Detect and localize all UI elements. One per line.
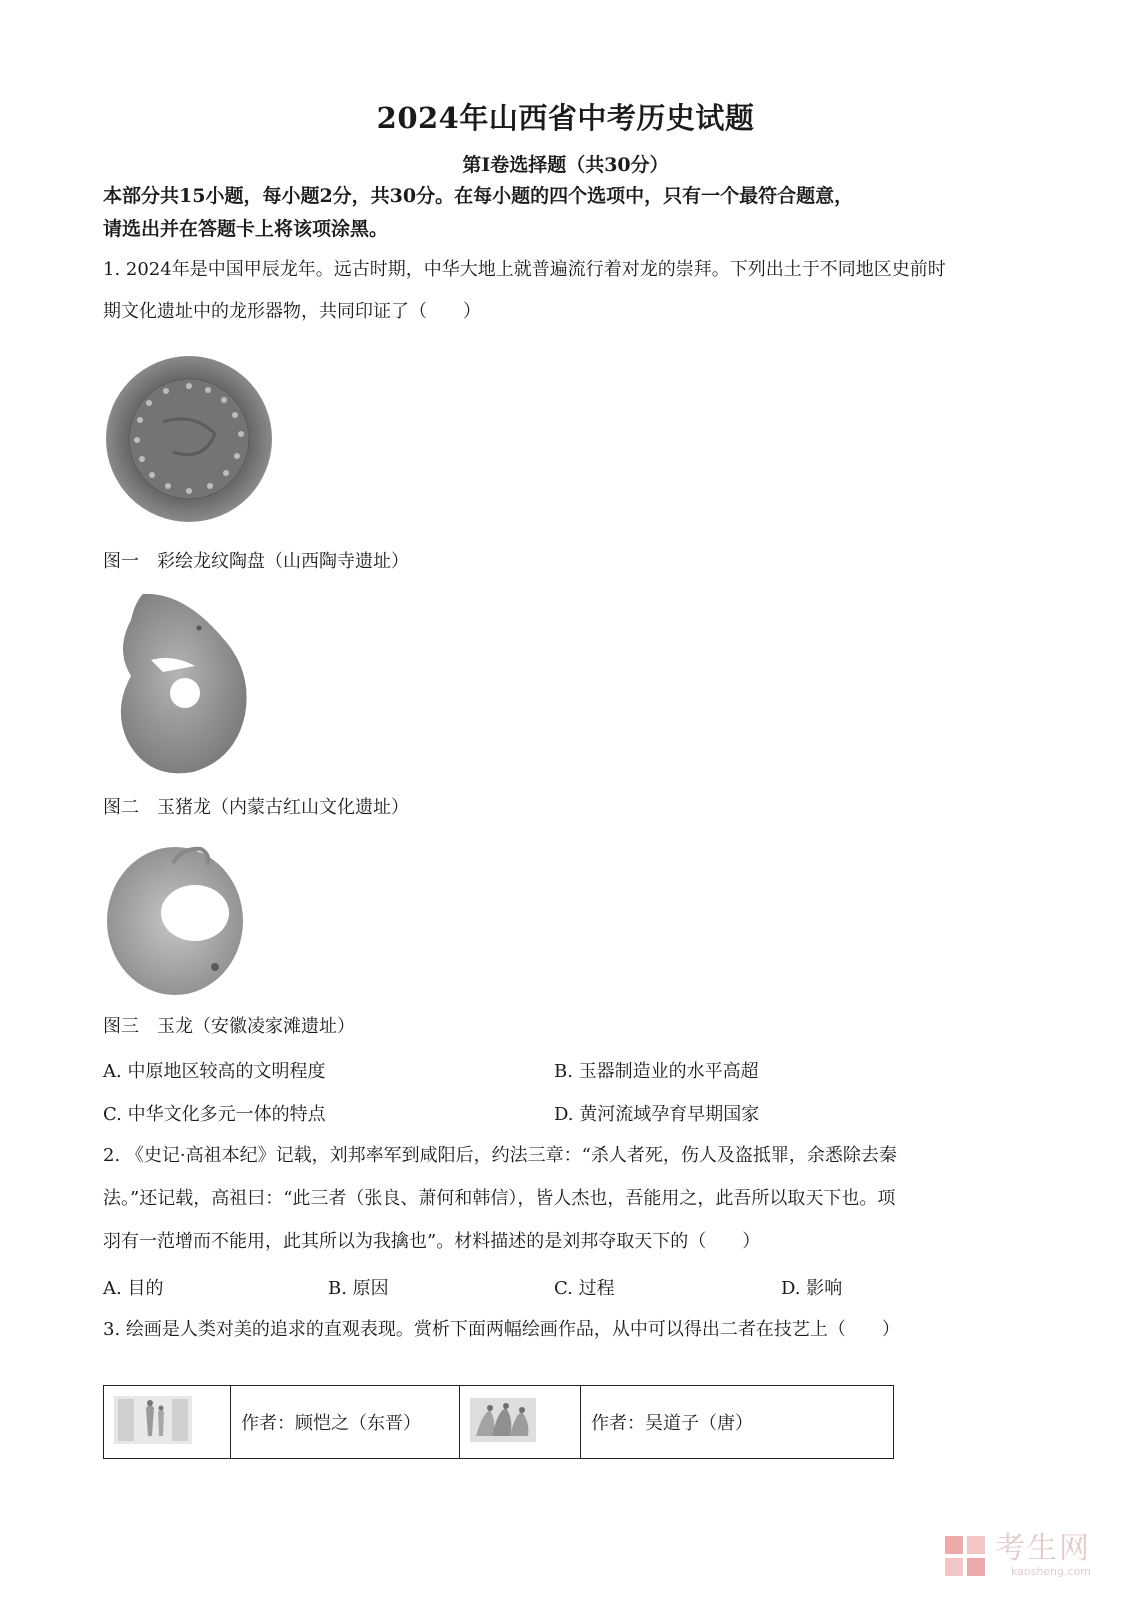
gu-kaizhi-painting-image — [114, 1396, 192, 1444]
author-cell: 作者：顾恺之（东晋） — [231, 1386, 460, 1459]
q3-stem: 3. 绘画是人类对美的追求的直观表现。赏析下面两幅绘画作品，从中可以得出二者在技艺上（ ） — [103, 1319, 900, 1340]
instruction-line: 请选出并在答题卡上将该项涂黑。 — [103, 218, 389, 240]
q1-option-b: B. 玉器制造业的水平高超 — [554, 1061, 759, 1082]
section-subtitle: 第Ⅰ卷选择题（共30分） — [462, 154, 669, 176]
jade-pig-dragon-image — [103, 590, 253, 775]
figure-caption: 图一 彩绘龙纹陶盘（山西陶寺遗址） — [103, 551, 409, 572]
q2-option-d: D. 影响 — [781, 1278, 843, 1299]
instruction-line: 本部分共15小题，每小题2分，共30分。在每小题的四个选项中，只有一个最符合题意， — [103, 185, 854, 207]
page-title: 2024年山西省中考历史试题 — [376, 101, 755, 135]
q2-stem-line: 法。”还记载，高祖曰：“此三者（张良、萧何和韩信），皆人杰也，吾能用之，此吾所以取天下也。项 — [103, 1188, 896, 1209]
painting-cell — [104, 1386, 231, 1459]
q2-option-a: A. 目的 — [103, 1278, 164, 1299]
q2-stem-line: 羽有一范增而不能用，此其所以为我擒也”。材料描述的是刘邦夺取天下的（ ） — [103, 1231, 761, 1252]
q2-stem-line: 2. 《史记·高祖本纪》记载，刘邦率军到咸阳后，约法三章：“杀人者死，伤人及盗抵罪，余悉除去秦 — [103, 1145, 897, 1166]
painting-cell — [460, 1386, 581, 1459]
jade-dragon-image — [103, 835, 253, 1000]
figure-caption: 图三 玉龙（安徽凌家滩遗址） — [103, 1016, 355, 1037]
q1-option-c: C. 中华文化多元一体的特点 — [103, 1104, 326, 1125]
kaosheng-watermark-logo — [943, 1533, 1091, 1578]
watermark-url: kaosheng.com — [1010, 1565, 1091, 1578]
watermark-brand: 考生网 — [995, 1531, 1091, 1566]
kaosheng-logo-icon — [943, 1534, 987, 1578]
dragon-pottery-plate-image — [103, 352, 278, 527]
q2-option-c: C. 过程 — [554, 1278, 615, 1299]
q2-option-b: B. 原因 — [328, 1278, 389, 1299]
q3-painting-table — [103, 1385, 894, 1459]
q1-stem-line: 期文化遗址中的龙形器物，共同印证了（ ） — [103, 301, 481, 322]
q1-option-a: A. 中原地区较高的文明程度 — [103, 1061, 326, 1082]
figure-caption: 图二 玉猪龙（内蒙古红山文化遗址） — [103, 797, 409, 818]
author-cell: 作者：吴道子（唐） — [581, 1386, 894, 1459]
q1-option-d: D. 黄河流域孕育早期国家 — [554, 1104, 760, 1125]
instructions — [103, 180, 1033, 246]
q1-stem-line: 1. 2024年是中国甲辰龙年。远古时期，中华大地上就普遍流行着对龙的崇拜。下列出土于不同地区史前时 — [103, 259, 946, 280]
wu-daozi-painting-image — [470, 1398, 536, 1442]
